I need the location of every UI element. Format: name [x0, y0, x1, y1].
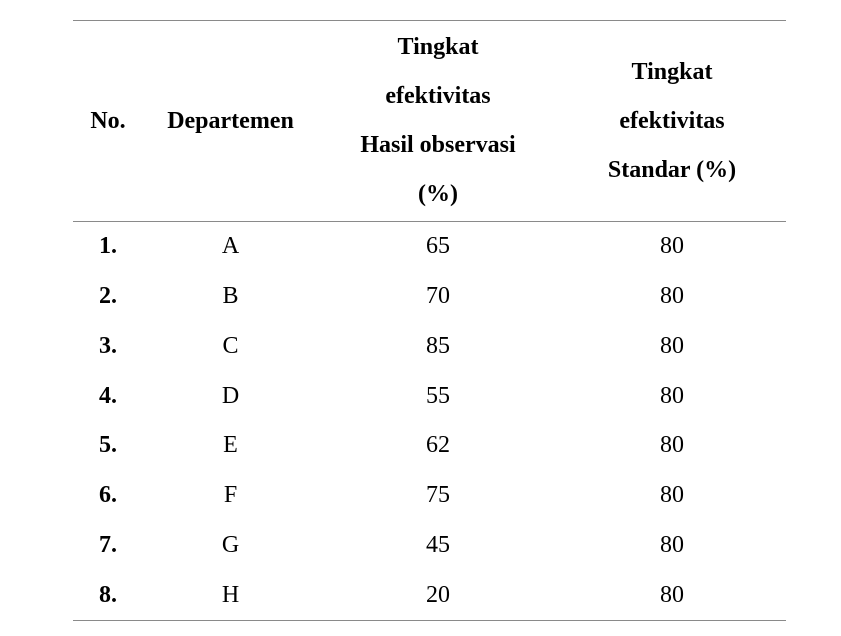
header-standar-line: efektivitas [619, 107, 725, 134]
cell-no: 3. [99, 332, 117, 359]
cell-observasi: 70 [426, 283, 450, 310]
table-row [73, 570, 786, 620]
cell-observasi: 20 [426, 581, 450, 608]
header-observasi [318, 21, 558, 222]
cell-no: 2. [99, 283, 117, 310]
header-observasi-line: Tingkat [397, 34, 479, 60]
table-row [73, 322, 786, 372]
cell-observasi: 62 [426, 432, 450, 459]
cell-departemen: C [222, 332, 239, 359]
effectiveness-table [73, 20, 786, 621]
cell-no: 6. [99, 482, 117, 509]
cell-observasi: 65 [426, 233, 450, 260]
cell-observasi: 55 [426, 382, 450, 409]
cell-departemen: D [221, 382, 240, 409]
header-observasi-line: (%) [418, 181, 458, 207]
cell-observasi: 85 [426, 332, 450, 359]
table-row [73, 421, 786, 471]
cell-no: 7. [99, 531, 117, 558]
header-observasi-line: efektivitas [385, 83, 491, 109]
cell-standar: 80 [660, 482, 684, 509]
cell-departemen: G [221, 531, 240, 558]
effectiveness-table-container [73, 20, 786, 621]
cell-no: 5. [99, 432, 117, 459]
header-no: No. [90, 107, 126, 134]
cell-no: 8. [99, 581, 117, 608]
header-row [73, 21, 786, 222]
cell-observasi: 75 [426, 482, 450, 509]
header-standar [558, 21, 786, 222]
cell-standar: 80 [660, 581, 684, 608]
cell-departemen: B [222, 283, 239, 310]
cell-no: 4. [99, 382, 117, 409]
table-row [73, 471, 786, 521]
cell-departemen: A [221, 233, 240, 260]
cell-standar: 80 [660, 382, 684, 409]
table-row [73, 222, 786, 272]
cell-departemen: E [223, 432, 238, 459]
cell-standar: 80 [660, 283, 684, 310]
cell-standar: 80 [660, 531, 684, 558]
table-row [73, 521, 786, 571]
cell-departemen: H [221, 581, 240, 608]
cell-standar: 80 [660, 233, 684, 260]
header-departemen: Departemen [167, 107, 294, 134]
table-row [73, 371, 786, 421]
cell-observasi: 45 [426, 531, 450, 558]
cell-standar: 80 [660, 432, 684, 459]
cell-no: 1. [99, 233, 117, 260]
header-standar-line: Standar (%) [607, 156, 737, 183]
header-observasi-line: Hasil observasi [360, 132, 516, 158]
table-row [73, 272, 786, 322]
header-standar-line: Tingkat [631, 58, 713, 85]
cell-standar: 80 [660, 332, 684, 359]
cell-departemen: F [223, 482, 238, 509]
